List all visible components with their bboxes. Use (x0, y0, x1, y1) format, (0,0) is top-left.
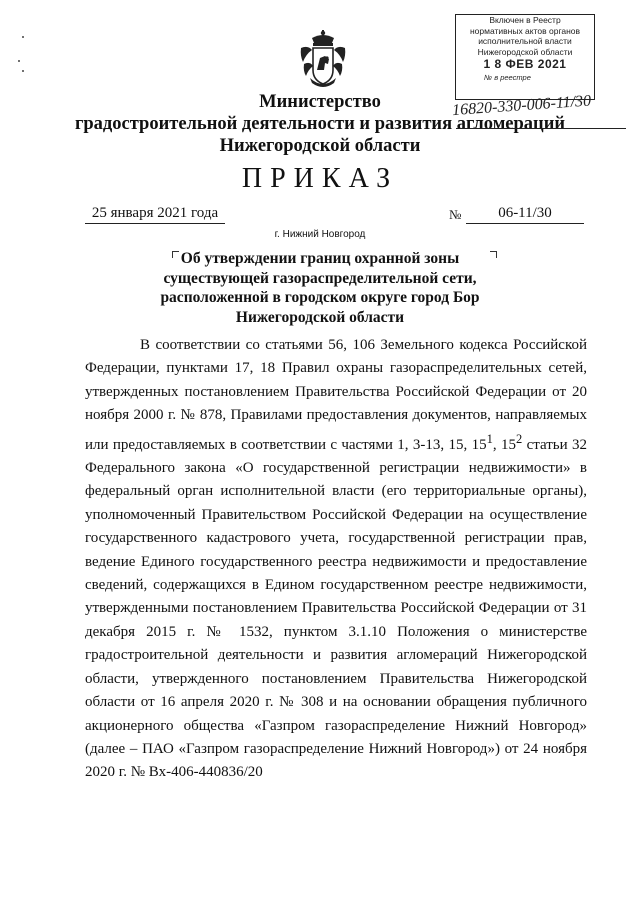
subject-corner-right (490, 251, 497, 258)
stamp-line-1: Включен в Реестр (489, 15, 561, 25)
stamp-registry-label: № в реестре (484, 72, 531, 82)
number-underline (466, 223, 584, 224)
number-sign: № (449, 207, 462, 222)
document-number: 06-11/30 (498, 205, 552, 221)
ministry-divider (456, 128, 626, 129)
body-text-part-2: , 15 (492, 436, 516, 453)
coat-of-arms-icon (298, 28, 348, 92)
scan-speck (22, 70, 24, 72)
stamp-line-2: нормативных актов органов (469, 25, 581, 36)
document-date: 25 января 2021 года (91, 205, 219, 221)
subject-line-3: расположенной в городском округе город Бор (160, 289, 480, 306)
body-text-part-1: В соответствии со статьями 56, 106 Земельного кодекса Российской Федерации, пунктами 17, 18 Правил охраны газораспределительных сетей, утвержденных постановлением Правительства Российской Федерации от 20 ноября 2000 г. № 878, Правилами предоставления документов, направляемых или предоставляемых в соответствии с частями 1, 3-13, 15, 15 (85, 337, 587, 453)
document-subject (160, 249, 480, 327)
body-paragraph (85, 334, 587, 785)
ministry-name-line-3: Нижегородской области (219, 136, 421, 156)
subject-line-4: Нижегородской области (235, 308, 405, 326)
scan-speck (22, 36, 24, 38)
subject-line-2: существующей газораспределительной сети, (163, 269, 477, 287)
document-type-heading: ПРИКАЗ (241, 163, 399, 194)
ministry-name-line-2: градостроительной деятельности и развития агломераций (74, 114, 566, 134)
ministry-name-line-1: Министерство (259, 92, 381, 112)
superscript-2: 2 (515, 431, 523, 446)
subject-line-1: Об утверждении границ охранной зоны (180, 250, 460, 267)
stamp-line-4: Нижегородской области (477, 46, 573, 57)
registry-stamp (455, 14, 595, 100)
registry-number-handwritten: 16820-330-006-11/30 (451, 92, 592, 120)
superscript-1: 1 (486, 431, 493, 446)
stamp-date: 1 8 ФЕВ 2021 (483, 57, 567, 71)
scan-speck (18, 60, 20, 62)
document-city: г. Нижний Новгород (274, 229, 366, 240)
document-body (85, 334, 587, 785)
body-text-part-3: статьи 32 Федерального закона «О государственной регистрации недвижимости» в федеральный орган исполнительной власти (его территориальные органы), уполномоченный Правительством Российской Федерации на осуществление государственного кадастрового учета, государственной регистрации прав, ведение Единого государственного реестра недвижимости и предоставление сведений, содержащихся в Едином государственном реестре недвижимости, утвержденными постановлением Правительства Российской Федерации от 31 декабря 2015 г. № 1532, пунктом 3.1.10 Положения о министерстве градостроительной деятельности и развития агломераций Нижегородской области, утвержденного постановлением Правительства Нижегородской области от 16 апреля 2020 г. № 308 и на основании обращения публичного акционерного общества «Газпром газораспределение Нижний Новгород» (далее – ПАО «Газпром газораспределение Нижний Новгород») от 24 ноября 2020 г. № Вх-406-440836/20 (85, 436, 588, 781)
date-underline (85, 223, 225, 224)
stamp-line-3: исполнительной власти (478, 36, 572, 46)
